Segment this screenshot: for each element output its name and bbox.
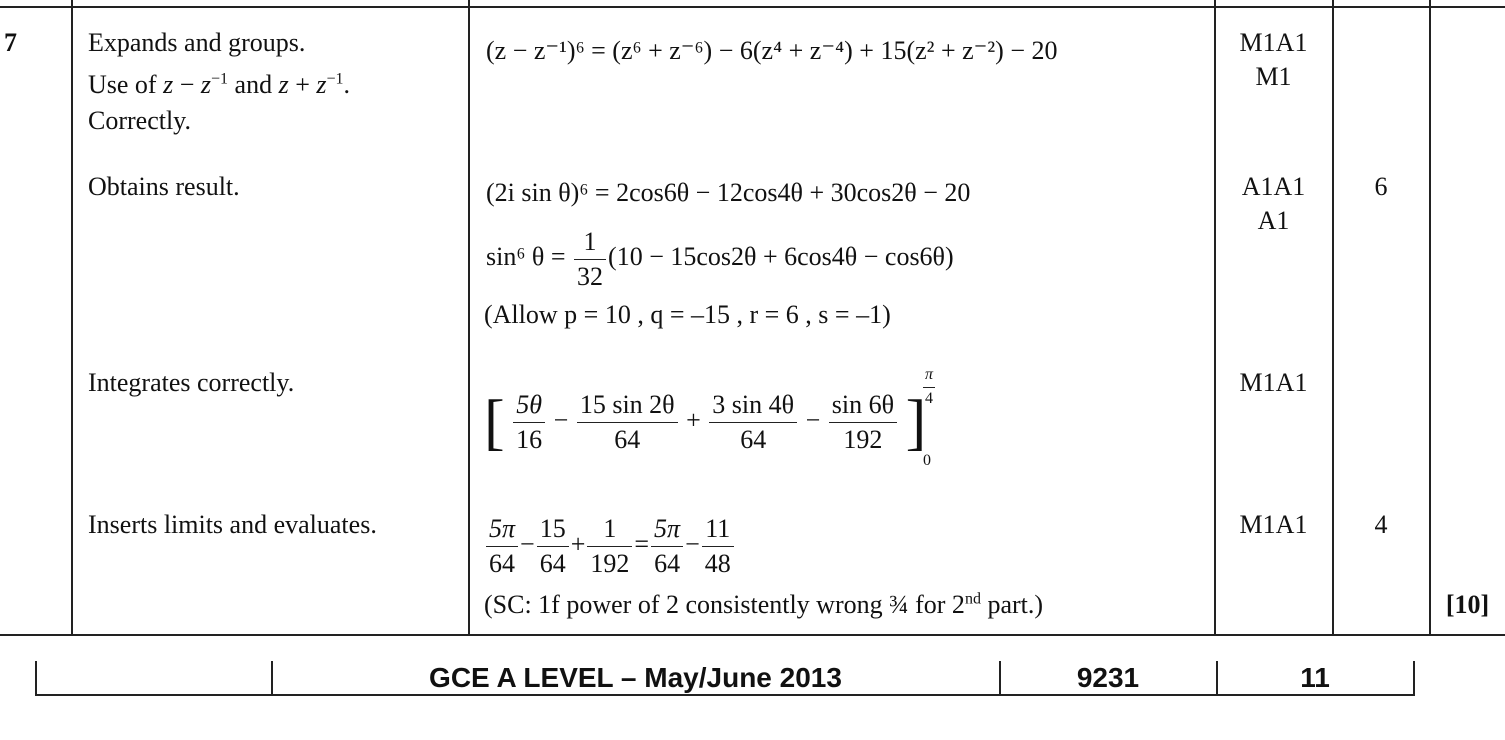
mark-2: M1 bbox=[1255, 62, 1292, 91]
eval-term-2: $\frac{15}{64}$ bbox=[537, 512, 569, 581]
footer-paper: 11 bbox=[1300, 662, 1330, 693]
mark-3: A1A1 bbox=[1241, 172, 1306, 201]
int-op-1: − bbox=[553, 405, 569, 435]
math-sin6-post: (10 − 15cos2θ + 6cos4θ − cos6θ) bbox=[608, 242, 954, 271]
table-top-border bbox=[0, 6, 1505, 8]
eval-op-4: − bbox=[685, 529, 700, 559]
footer-divider-0 bbox=[35, 661, 37, 696]
int-term-3: $\frac{3 \sin 4\theta}{64}$ bbox=[709, 388, 797, 457]
mark-1: M1A1 bbox=[1239, 28, 1308, 57]
left-bracket: [ bbox=[484, 388, 505, 457]
eval-term-3: $\frac{1}{192}$ bbox=[587, 512, 632, 581]
math-allow: (Allow p = 10 , q = –15 , r = 6 , s = –1) bbox=[484, 300, 891, 329]
eval-term-5: $\frac{11}{48}$ bbox=[702, 512, 734, 581]
footer-title: GCE A LEVEL – May/June 2013 bbox=[429, 662, 842, 693]
footer-divider-4 bbox=[1413, 661, 1415, 696]
footer-syllabus: 9231 bbox=[1076, 662, 1140, 693]
mark-4: A1 bbox=[1257, 206, 1290, 235]
eval-op-2: + bbox=[570, 529, 586, 559]
int-term-4: $\frac{\sin 6\theta}{192}$ bbox=[829, 388, 897, 457]
eval-term-4: $\frac{5\pi}{64}$ bbox=[651, 512, 683, 581]
column-divider-5 bbox=[1429, 0, 1431, 635]
math-evaluation bbox=[484, 512, 736, 581]
question-total: [10] bbox=[1445, 590, 1490, 619]
part-total-1: 6 bbox=[1374, 172, 1388, 201]
int-term-2: $\frac{15 \sin 2\theta}{64}$ bbox=[577, 388, 678, 457]
question-number: 7 bbox=[4, 28, 17, 57]
math-sin6-fraction bbox=[574, 225, 606, 294]
math-sin6 bbox=[486, 222, 954, 294]
mark-6: M1A1 bbox=[1239, 510, 1308, 539]
int-upper-num: π bbox=[925, 366, 934, 383]
int-upper-bar bbox=[923, 387, 935, 388]
desc-use-of-and: and bbox=[234, 70, 273, 99]
desc-use-of-pre: Use of bbox=[88, 70, 157, 99]
desc-expands: Expands and groups. bbox=[88, 28, 306, 57]
int-term-1: $\frac{5\theta}{16}$ bbox=[513, 388, 545, 457]
math-sin6-pre: sin⁶ θ = bbox=[486, 242, 566, 271]
math-sin6-num: 1 bbox=[574, 225, 606, 260]
int-lower-limit: 0 bbox=[923, 452, 931, 469]
int-op-2: + bbox=[686, 405, 701, 435]
math-result: (2i sin θ)⁶ = 2cos6θ − 12cos4θ + 30cos2θ − 20 bbox=[486, 178, 971, 207]
right-bracket: ] bbox=[905, 388, 927, 457]
eval-op-3: = bbox=[634, 529, 650, 559]
int-upper-den: 4 bbox=[925, 390, 933, 407]
math-sin6-den: 32 bbox=[577, 261, 604, 291]
table-bottom-border bbox=[0, 634, 1505, 636]
sc-note: (SC: 1f power of 2 consistently wrong ¾ for 2nd part.) bbox=[484, 590, 1044, 619]
eval-term-1: $\frac{5\pi}{64}$ bbox=[486, 512, 518, 581]
mark-5: M1A1 bbox=[1239, 368, 1308, 397]
column-divider-2 bbox=[468, 0, 470, 635]
desc-use-of: Use of $z - z^{-1}$ and $z + z^{-1}$. bbox=[88, 70, 351, 99]
desc-inserts: Inserts limits and evaluates. bbox=[88, 510, 377, 539]
desc-integrates: Integrates correctly. bbox=[88, 368, 295, 397]
math-integral bbox=[484, 388, 926, 457]
column-divider-1 bbox=[71, 0, 73, 635]
int-op-3: − bbox=[805, 405, 821, 435]
desc-obtains: Obtains result. bbox=[88, 172, 240, 201]
eval-op-1: − bbox=[520, 529, 535, 559]
part-total-2: 4 bbox=[1374, 510, 1388, 539]
desc-correctly: Correctly. bbox=[88, 106, 191, 135]
math-expansion: (z − z⁻¹)⁶ = (z⁶ + z⁻⁶) − 6(z⁴ + z⁻⁴) + 15(z² + z⁻²) − 20 bbox=[486, 36, 1058, 65]
